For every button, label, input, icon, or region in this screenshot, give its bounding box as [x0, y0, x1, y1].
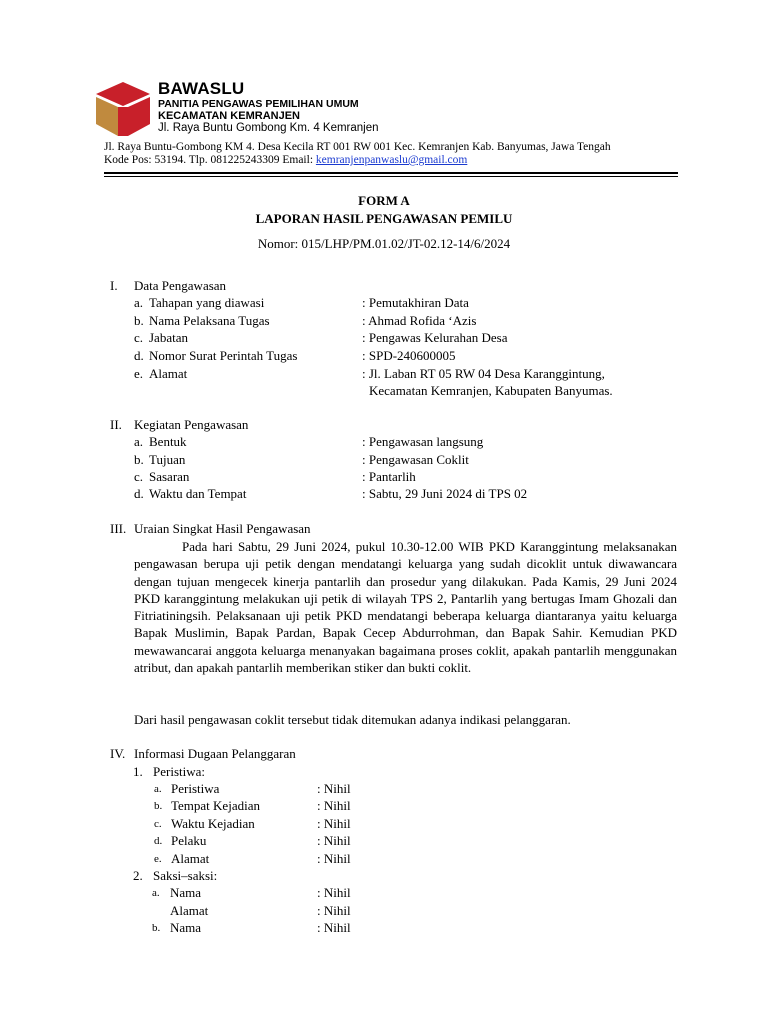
row-value: : Sabtu, 29 Juni 2024 di TPS 02 — [362, 486, 528, 501]
bawaslu-logo — [94, 80, 152, 138]
section-4-heading: Informasi Dugaan Pelanggaran — [134, 746, 296, 761]
subsection-number: 1. — [133, 764, 143, 779]
row-value: : Nihil — [317, 920, 351, 935]
row-letter: a. — [134, 295, 144, 310]
row-label: Tujuan — [149, 452, 186, 467]
row-label: Alamat — [171, 851, 210, 866]
row-label: Jabatan — [149, 330, 188, 345]
row-letter: e. — [134, 366, 144, 381]
section-3-heading: Uraian Singkat Hasil Pengawasan — [134, 521, 311, 536]
section-2-number: II. — [110, 417, 122, 432]
row-letter: d. — [154, 835, 163, 847]
section-1-number: I. — [110, 278, 118, 293]
row-value: : Nihil — [317, 781, 351, 796]
row-letter: a. — [134, 434, 144, 449]
conclusion-paragraph: Dari hasil pengawasan coklit tersebut tidak ditemukan adanya indikasi pelanggaran. — [134, 712, 571, 727]
row-letter: b. — [134, 452, 144, 467]
report-title: LAPORAN HASIL PENGAWASAN PEMILU — [255, 211, 513, 226]
row-label: Tahapan yang diawasi — [149, 295, 265, 310]
row-label: Nomor Surat Perintah Tugas — [149, 348, 298, 363]
row-label: Sasaran — [149, 469, 190, 484]
row-value: : Pengawas Kelurahan Desa — [362, 330, 508, 345]
row-letter: a. — [152, 887, 160, 899]
row-letter: c. — [154, 818, 162, 830]
row-letter: b. — [154, 800, 163, 812]
row-value: : Nihil — [317, 885, 351, 900]
row-label: Bentuk — [149, 434, 187, 449]
row-value: : Nihil — [317, 798, 351, 813]
row-value: : Pemutakhiran Data — [362, 295, 469, 310]
form-title: FORM A — [358, 193, 410, 208]
row-letter: d. — [134, 486, 144, 501]
row-label: Peristiwa — [171, 781, 220, 796]
row-label: Pelaku — [171, 833, 207, 848]
row-value-continued: Kecamatan Kemranjen, Kabupaten Banyumas. — [369, 383, 613, 398]
row-letter: b. — [152, 922, 161, 934]
row-letter: b. — [134, 313, 144, 328]
row-letter: c. — [134, 330, 144, 345]
description-paragraph: Pada hari Sabtu, 29 Juni 2024, pukul 10.30-12.00 WIB PKD Karanggintung melaksanakan pengawasan berupa uji petik dengan mendatangi keluarga yang sudah dicoklit untuk diwawancara dengan tujuan mengecek kinerja pantarlih dan prosedur yang dilakukan. Pada Kamis, 29 Juni 2024 PKD karanggintung melakukan uji petik di wilayah TPS 2, Pantarlih yang bertugas Imam Ghozali dan Fitriatiningsih. Pelaksanaan uji petik PKD mendatangi beberapa keluarga diantaranya yaitu keluarga Bapak Muslimin, Bapak Pardan, Bapak Cecep Abdurrohman, dan Bapak Sahir. Kemudian PKD mewawancarai anggota keluarga menanyakan bagaimana proses coklit, apakah pantarlih menggunakan atribut, dan apakah pantarlih memberikan stiker dan bukti coklit. — [134, 539, 677, 676]
row-value: : Nihil — [317, 833, 351, 848]
row-label: Alamat — [149, 366, 188, 381]
row-label: Alamat — [170, 903, 209, 918]
row-value: : Ahmad Rofida ‘Azis — [362, 313, 477, 328]
row-label: Nama — [170, 920, 202, 935]
contact-text: Kode Pos: 53194. Tlp. 081225243309 Email: — [104, 154, 316, 166]
section-4-number: IV. — [110, 746, 126, 761]
row-letter: a. — [154, 783, 162, 795]
org-line-1: PANITIA PENGAWAS PEMILIHAN UMUM — [158, 98, 359, 110]
header-rule-thick — [104, 172, 678, 174]
row-label: Nama Pelaksana Tugas — [149, 313, 270, 328]
address-line-2 — [104, 154, 467, 166]
row-value: : Pengawasan langsung — [362, 434, 484, 449]
subsection-number: 2. — [133, 868, 143, 883]
row-label: Waktu dan Tempat — [149, 486, 247, 501]
section-1-heading: Data Pengawasan — [134, 278, 227, 293]
section-3-number: III. — [110, 521, 127, 536]
section-2-heading: Kegiatan Pengawasan — [134, 417, 249, 432]
row-label: Nama — [170, 885, 202, 900]
org-line-3: Jl. Raya Buntu Gombong Km. 4 Kemranjen — [158, 122, 379, 134]
header-rule-thin — [104, 176, 678, 177]
row-value: : Nihil — [317, 851, 351, 866]
row-label: Tempat Kejadian — [171, 798, 260, 813]
report-number: Nomor: 015/LHP/PM.01.02/JT-02.12-14/6/2024 — [257, 236, 511, 251]
row-value: : Nihil — [317, 816, 351, 831]
row-value: : Pantarlih — [362, 469, 416, 484]
row-label: Waktu Kejadian — [171, 816, 255, 831]
address-line-1: Jl. Raya Buntu-Gombong KM 4. Desa Kecila RT 001 RW 001 Kec. Kemranjen Kab. Banyumas, Jawa Tengah — [104, 141, 611, 153]
subsection-label: Saksi–saksi: — [153, 868, 218, 883]
row-letter: e. — [154, 853, 162, 865]
email-link[interactable]: kemranjenpanwaslu@gmail.com — [315, 154, 468, 166]
row-letter: d. — [134, 348, 144, 363]
org-name: BAWASLU — [158, 79, 245, 98]
row-value: : Jl. Laban RT 05 RW 04 Desa Karanggintung, — [362, 366, 605, 381]
row-value: : Nihil — [317, 903, 351, 918]
org-line-2: KECAMATAN KEMRANJEN — [158, 110, 300, 122]
row-value: : Pengawasan Coklit — [362, 452, 469, 467]
row-letter: c. — [134, 469, 144, 484]
subsection-label: Peristiwa: — [153, 764, 205, 779]
row-value: : SPD-240600005 — [362, 348, 456, 363]
